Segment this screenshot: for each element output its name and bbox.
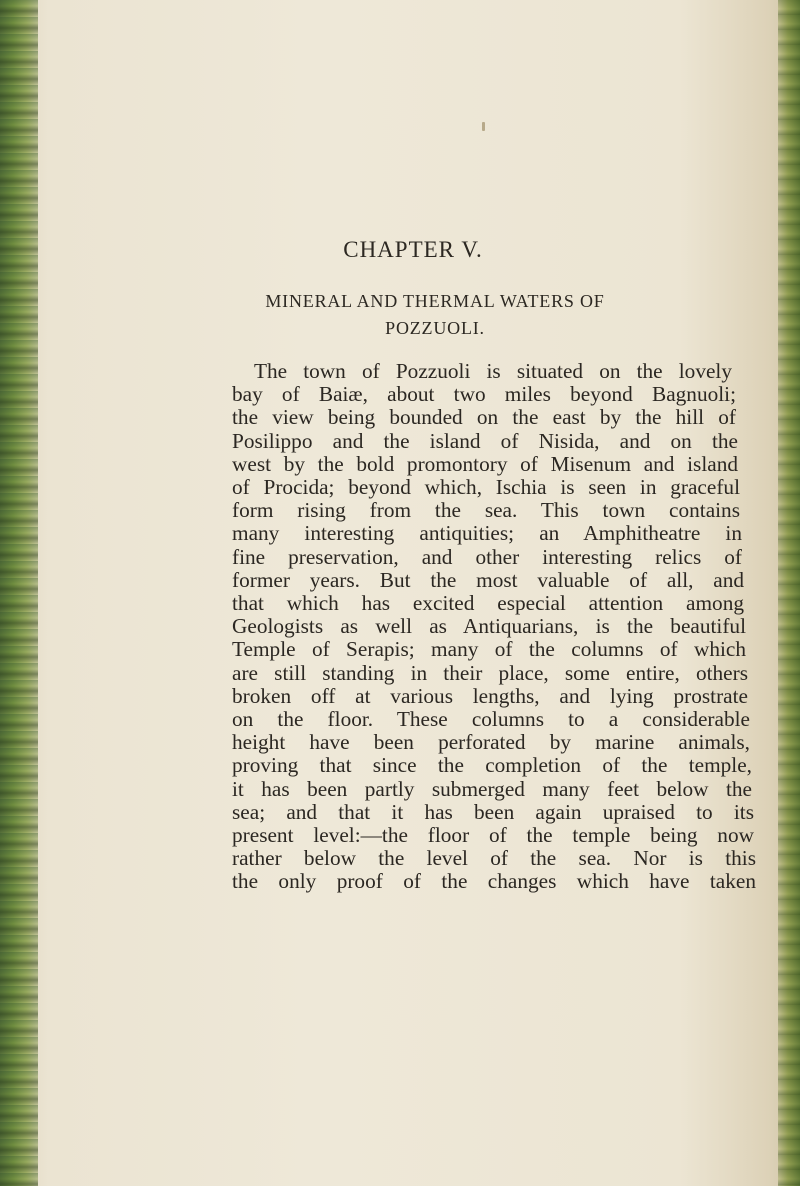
text-line: sea; and that it has been again upraised to its xyxy=(232,799,754,824)
text-line: rather below the level of the sea. Nor is this xyxy=(232,846,756,871)
section-heading-line-1: MINERAL AND THERMAL WATERS OF xyxy=(265,291,605,311)
body-paragraph xyxy=(232,360,772,894)
text-line: many interesting antiquities; an Amphitheatre in xyxy=(232,521,742,546)
text-line: Temple of Serapis; many of the columns of which xyxy=(232,637,746,662)
text-line: height have been perforated by marine animals, xyxy=(232,730,750,755)
text-line: west by the bold promontory of Misenum and island xyxy=(232,451,738,476)
text-line: proving that since the completion of the temple, xyxy=(232,753,752,778)
chapter-title: CHAPTER V. xyxy=(343,237,483,262)
paper-mark xyxy=(482,122,485,131)
text-line: broken off at various lengths, and lying prostrate xyxy=(232,683,748,708)
text-line: it has been partly submerged many feet below the xyxy=(232,776,752,801)
text-line: Posilippo and the island of Nisida, and on the xyxy=(232,428,738,453)
text-line: form rising from the sea. This town contains xyxy=(232,498,740,523)
text-line: present level:—the floor of the temple being now xyxy=(232,823,754,848)
page-edge-left xyxy=(0,0,38,1186)
text-line: Geologists as well as Antiquarians, is the beautiful xyxy=(232,614,746,639)
section-heading xyxy=(0,288,800,342)
text-line: former years. But the most valuable of all, and xyxy=(232,567,744,592)
text-line: the only proof of the changes which have taken xyxy=(232,869,756,894)
page-edge-right xyxy=(778,0,800,1186)
text-line: fine preservation, and other interesting relics of xyxy=(232,544,742,569)
text-line: are still standing in their place, some entire, others xyxy=(232,660,748,685)
section-heading-line-2: POZZUOLI. xyxy=(385,318,485,338)
text-line: that which has excited especial attention among xyxy=(232,591,744,616)
text-line: The town of Pozzuoli is situated on the lovely xyxy=(254,359,732,383)
text-line: on the floor. These columns to a considerable xyxy=(232,707,750,732)
text-line: bay of Baiæ, about two miles beyond Bagnuoli; xyxy=(232,382,736,407)
text-line: of Procida; beyond which, Ischia is seen in graceful xyxy=(232,475,740,500)
text-line: the view being bounded on the east by the hill of xyxy=(232,405,736,430)
